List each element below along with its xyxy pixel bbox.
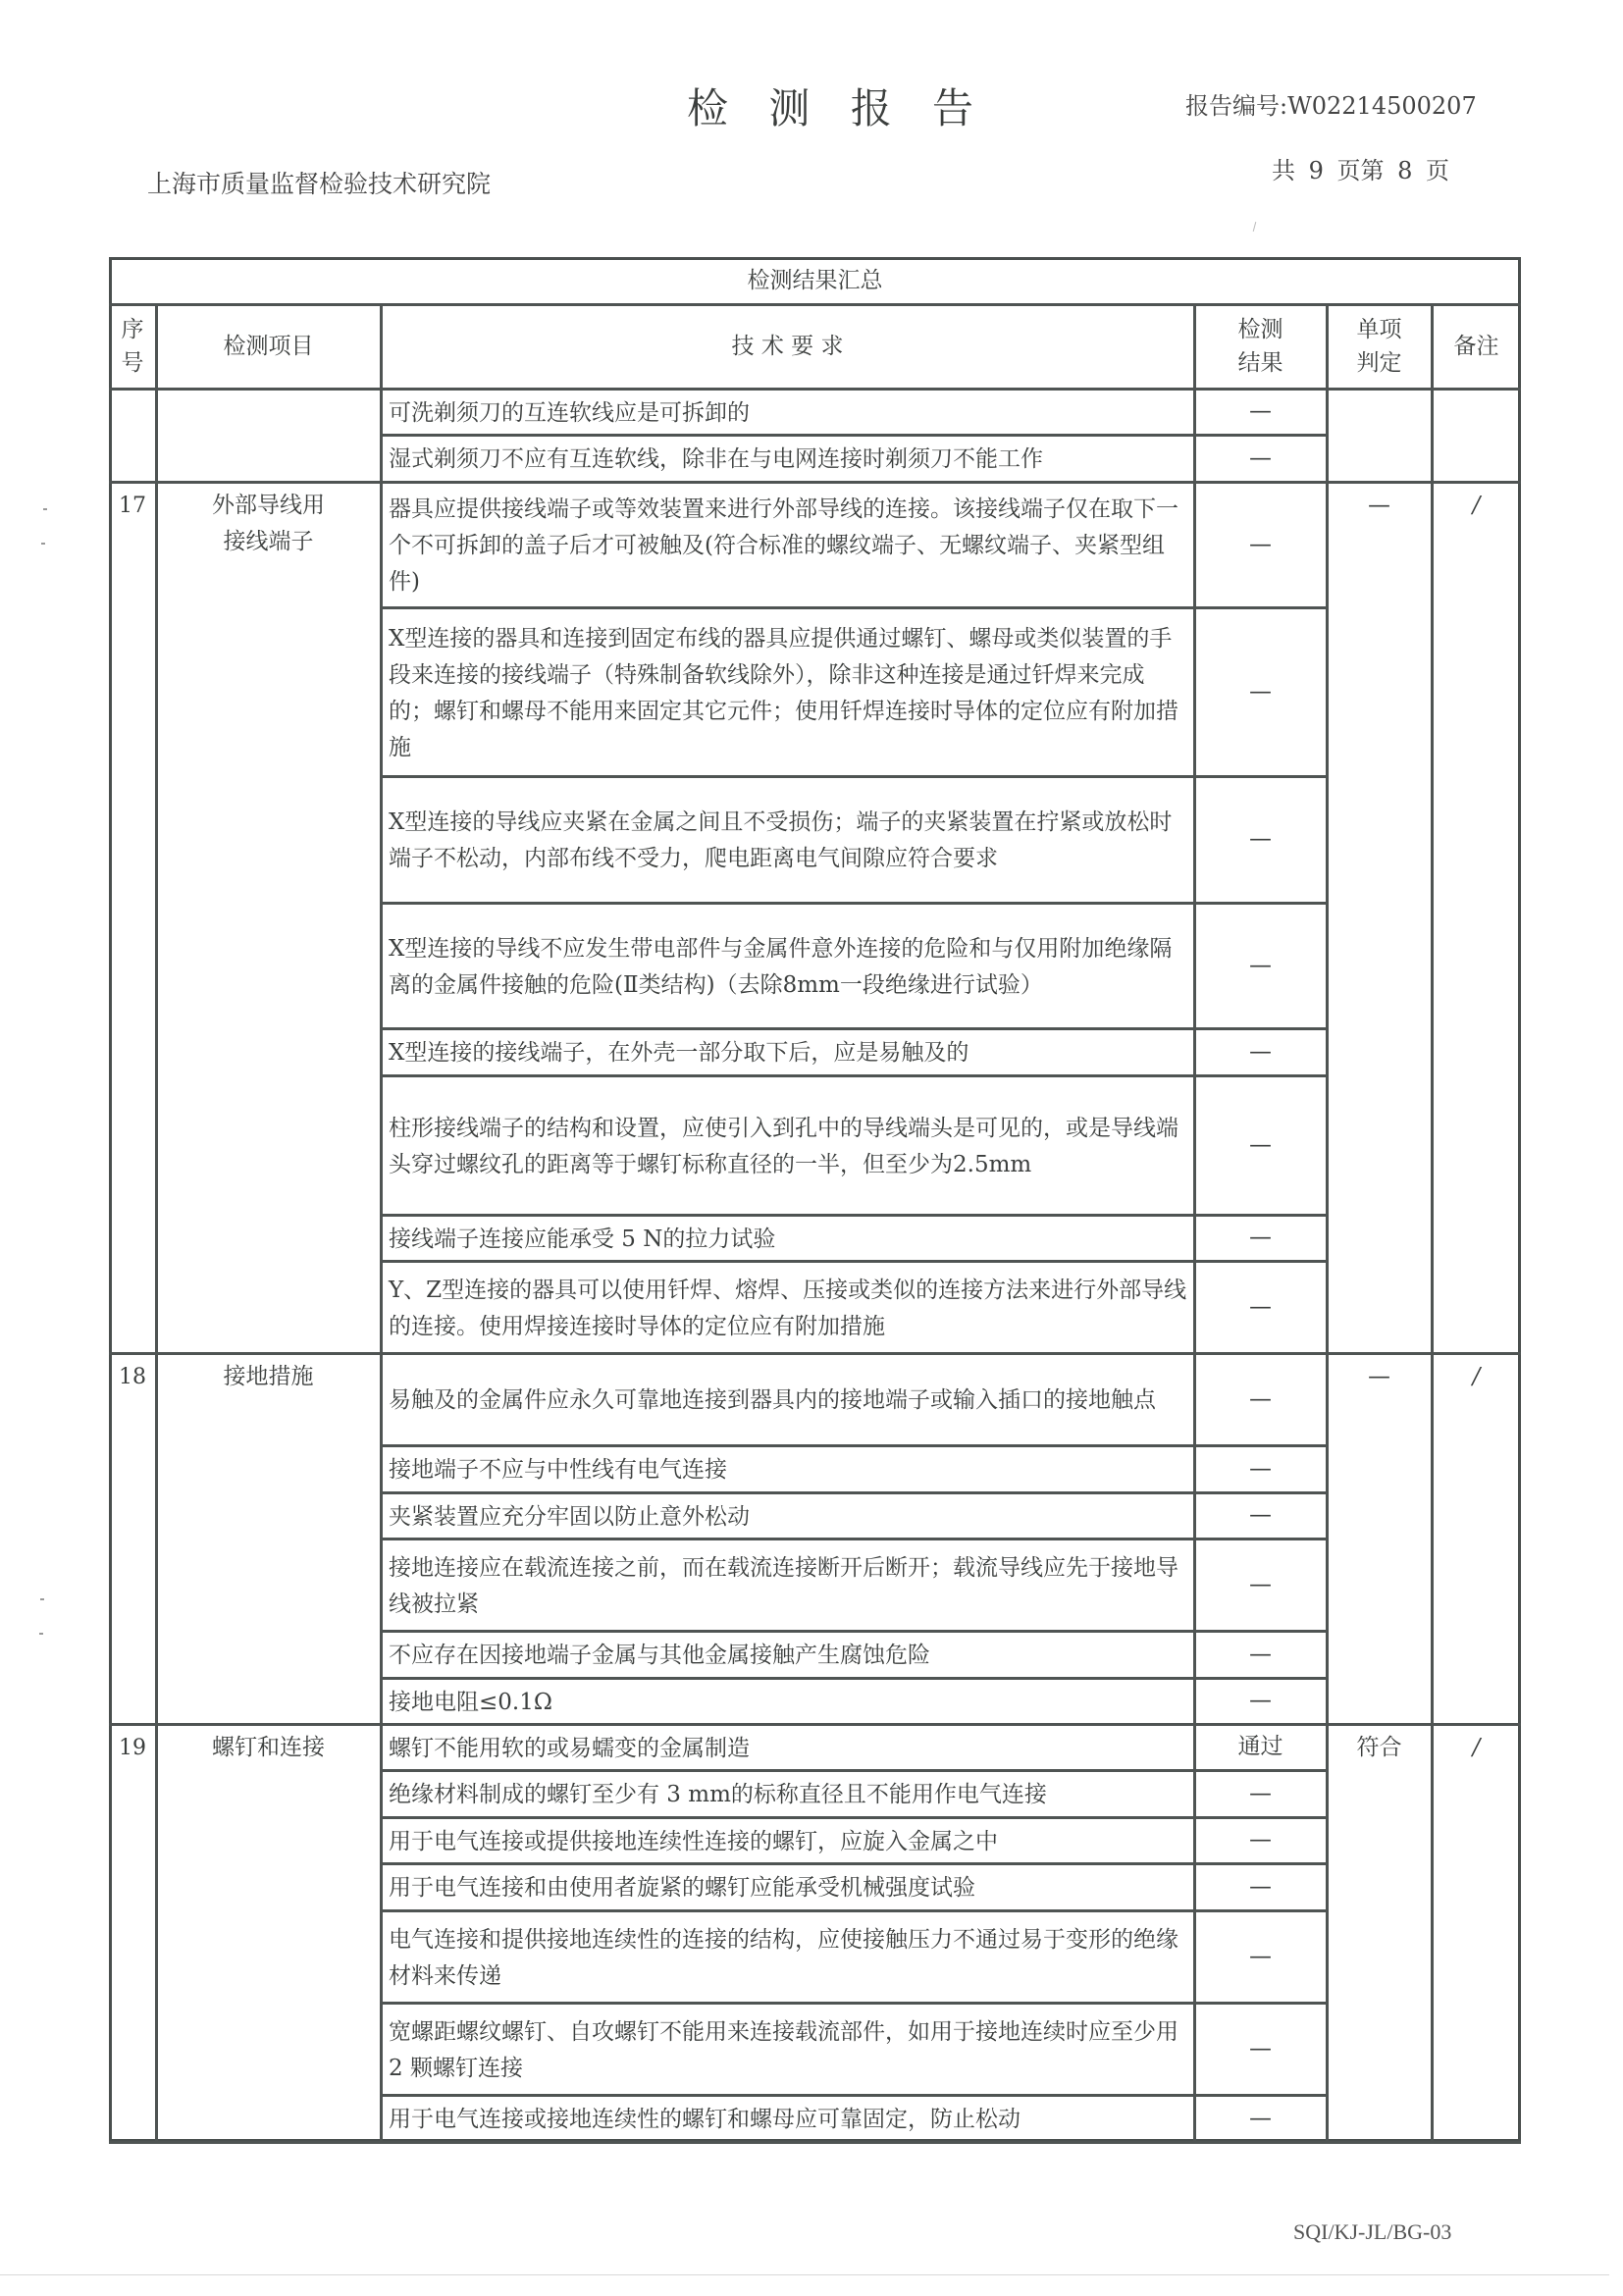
header-seq-text: 序 号: [121, 317, 144, 376]
result-cell-text: —: [1249, 952, 1272, 978]
result-cell: [1194, 1817, 1327, 1863]
result-cell-text: —: [1249, 531, 1272, 557]
result-cell-text: —: [1249, 1641, 1272, 1667]
result-cell: [1194, 607, 1327, 776]
scan-dot: [39, 1633, 43, 1635]
result-cell-text: —: [1249, 2105, 1272, 2131]
requirement-cell-text: 柱形接线端子的结构和设置，应使引入到孔中的导线端头是可见的，或是导线端头穿过螺纹孔的距离等于螺钉标称直径的一半，但至少为2.5mm: [389, 1115, 1178, 1177]
result-cell: [1194, 1075, 1327, 1215]
result-cell-text: —: [1249, 1038, 1272, 1065]
result-cell: [1194, 1028, 1327, 1075]
result-cell: [1194, 2003, 1327, 2095]
group-seq: [109, 1353, 156, 1724]
requirement-cell-text: 湿式剃须刀不应有互连软线，除非在与电网连接时剃须刀不能工作: [389, 446, 1043, 472]
requirement-cell: [381, 1445, 1194, 1492]
result-cell: [1194, 1910, 1327, 2003]
requirement-cell: [381, 903, 1194, 1028]
result-cell-text: —: [1249, 1571, 1272, 1597]
requirement-cell-text: 用于电气连接或接地连续性的螺钉和螺母应可靠固定，防止松动: [389, 2107, 1021, 2132]
table-caption: [109, 257, 1521, 304]
organization-name: 上海市质量监督检验技术研究院: [147, 170, 492, 198]
scan-dot: [43, 508, 47, 510]
group-remark: [1432, 1353, 1521, 1724]
requirement-cell: [381, 1770, 1194, 1817]
header-judgement-text: 单项 判定: [1356, 317, 1402, 376]
scan-dot: [40, 1598, 44, 1600]
requirement-cell: [381, 1724, 1194, 1770]
requirement-cell-text: 接地连接应在载流连接之前，而在载流连接断开后断开；载流导线应先于接地导线被拉紧: [389, 1554, 1178, 1617]
requirement-cell: [381, 1028, 1194, 1075]
requirement-cell: [381, 1539, 1194, 1631]
result-cell: [1194, 1261, 1327, 1353]
group-item: [156, 1724, 381, 2142]
result-cell-text: —: [1249, 444, 1272, 471]
scan-dot: [41, 543, 45, 545]
requirement-cell: [381, 1817, 1194, 1863]
requirement-cell: [381, 2095, 1194, 2142]
result-cell: [1194, 1770, 1327, 1817]
requirement-cell-text: X型连接的导线不应发生带电部件与金属件意外连接的危险和与仅用附加绝缘隔离的金属件接触的危险(Ⅱ类结构)（去除8mm一段绝缘进行试验）: [389, 935, 1173, 998]
group-seq-text: 17: [119, 494, 146, 518]
group-remark-text: /: [1472, 1364, 1481, 1389]
requirement-cell-text: 用于电气连接和由使用者旋紧的螺钉应能承受机械强度试验: [389, 1875, 975, 1901]
group-judgement-text: —: [1368, 493, 1390, 518]
header-requirement: [381, 304, 1194, 389]
requirement-cell-text: 接地电阻≤0.1Ω: [389, 1689, 552, 1715]
header-judgement: [1327, 304, 1432, 389]
requirement-cell-text: 用于电气连接或提供接地连续性连接的螺钉，应旋入金属之中: [389, 1828, 998, 1854]
result-cell-text: —: [1249, 1131, 1272, 1158]
requirement-cell-text: 不应存在因接地端子金属与其他金属接触产生腐蚀危险: [389, 1643, 930, 1668]
requirement-cell-text: 可洗剃须刀的互连软线应是可拆卸的: [389, 399, 750, 426]
requirement-cell: [381, 607, 1194, 776]
group-remark: [1432, 389, 1521, 482]
result-cell-text: —: [1249, 826, 1272, 852]
requirement-cell: [381, 1678, 1194, 1724]
header-item: [156, 304, 381, 389]
requirement-cell-text: 接线端子连接应能承受 5 N的拉力试验: [389, 1226, 776, 1252]
page-indicator: 共 9 页第 8 页: [1272, 157, 1450, 184]
table-caption-text: 检测结果汇总: [747, 267, 883, 293]
result-cell-text: —: [1249, 1455, 1272, 1482]
header-remark: [1432, 304, 1521, 389]
group-item-text: 外部导线用 接线端子: [212, 493, 325, 554]
result-cell: [1194, 435, 1327, 482]
result-cell: [1194, 482, 1327, 607]
requirement-cell-text: X型连接的接线端子，在外壳一部分取下后，应是易触及的: [389, 1040, 969, 1066]
requirement-cell: [381, 1631, 1194, 1678]
group-remark: [1432, 1724, 1521, 2142]
requirement-cell: [381, 435, 1194, 482]
group-seq: [109, 1724, 156, 2142]
group-judgement: [1327, 482, 1432, 1353]
result-cell: [1194, 1353, 1327, 1445]
group-judgement: [1327, 1353, 1432, 1724]
result-cell: [1194, 1539, 1327, 1631]
result-cell-text: —: [1249, 1688, 1272, 1713]
result-cell: [1194, 903, 1327, 1028]
requirement-cell: [381, 1075, 1194, 1215]
group-remark-text: /: [1472, 1735, 1481, 1760]
requirement-cell: [381, 1261, 1194, 1353]
group-judgement: [1327, 1724, 1432, 2142]
header-item-text: 检测项目: [223, 333, 314, 359]
group-judgement-text: —: [1368, 1364, 1390, 1389]
result-cell-text: 通过: [1237, 1734, 1283, 1759]
requirement-cell-text: X型连接的器具和连接到固定布线的器具应提供通过螺钉、螺母或类似装置的手段来连接的接线端子（特殊制备软线除外），除非这种连接是通过钎焊来完成的；螺钉和螺母不能用来固定其它元件；使用钎焊连接时导体的定位应有附加措施: [389, 625, 1178, 760]
result-cell-text: —: [1249, 1293, 1272, 1320]
group-seq-text: 19: [119, 1736, 146, 1760]
group-item-text: 螺钉和连接: [212, 1735, 325, 1760]
requirement-cell: [381, 1863, 1194, 1910]
header-seq: [109, 304, 156, 389]
result-cell: [1194, 2095, 1327, 2142]
result-cell-text: —: [1249, 1502, 1272, 1528]
result-cell: [1194, 1215, 1327, 1261]
group-seq-text: 18: [119, 1365, 146, 1389]
group-item: [156, 389, 381, 482]
header-result-text: 检测 结果: [1237, 317, 1283, 376]
requirement-cell: [381, 482, 1194, 607]
header-requirement-text: 技 术 要 求: [731, 333, 844, 359]
requirement-cell-text: 器具应提供接线端子或等效装置来进行外部导线的连接。该接线端子仅在取下一个不可拆卸的盖子后才可被触及(符合标准的螺纹端子、无螺纹端子、夹紧型组件): [389, 496, 1178, 595]
result-cell-text: —: [1249, 2035, 1272, 2061]
result-cell: [1194, 389, 1327, 435]
requirement-cell: [381, 389, 1194, 435]
requirement-cell-text: 易触及的金属件应永久可靠地连接到器具内的接地端子或输入插口的接地触点: [389, 1387, 1156, 1413]
requirement-cell: [381, 2003, 1194, 2095]
group-item: [156, 482, 381, 1353]
scan-mark: [1253, 222, 1257, 232]
result-cell-text: —: [1249, 678, 1272, 704]
group-seq: [109, 482, 156, 1353]
result-cell-text: —: [1249, 1385, 1272, 1412]
group-seq: [109, 389, 156, 482]
header-result: [1194, 304, 1327, 389]
result-cell-text: —: [1249, 1943, 1272, 1969]
requirement-cell-text: 绝缘材料制成的螺钉至少有 3 mm的标称直径且不能用作电气连接: [389, 1782, 1047, 1807]
requirement-cell: [381, 776, 1194, 903]
requirement-cell: [381, 1215, 1194, 1261]
report-number: 报告编号:W02214500207: [1185, 92, 1477, 120]
group-item-text: 接地措施: [223, 1364, 314, 1389]
requirement-cell-text: X型连接的导线应夹紧在金属之间且不受损伤；端子的夹紧装置在拧紧或放松时端子不松动，内部布线不受力，爬电距离电气间隙应符合要求: [389, 809, 1173, 871]
group-remark: [1432, 482, 1521, 1353]
group-item: [156, 1353, 381, 1724]
scan-edge-line: [0, 2274, 1609, 2275]
result-cell: [1194, 776, 1327, 903]
requirement-cell: [381, 1353, 1194, 1445]
requirement-cell-text: 夹紧装置应充分牢固以防止意外松动: [389, 1503, 750, 1530]
requirement-cell-text: Y、Z型连接的器具可以使用钎焊、熔焊、压接或类似的连接方法来进行外部导线的连接。使用焊接连接时导体的定位应有附加措施: [389, 1277, 1187, 1339]
requirement-cell-text: 宽螺距螺纹螺钉、自攻螺钉不能用来连接载流部件，如用于接地连续时应至少用 2 颗螺钉连接: [389, 2018, 1178, 2081]
result-cell: [1194, 1863, 1327, 1910]
result-cell-text: —: [1249, 1225, 1272, 1250]
result-cell: [1194, 1445, 1327, 1492]
group-judgement: [1327, 389, 1432, 482]
requirement-cell: [381, 1492, 1194, 1539]
requirement-cell-text: 电气连接和提供接地连续性的连接的结构，应使接触压力不通过易于变形的绝缘材料来传递: [389, 1926, 1178, 1989]
result-cell: [1194, 1678, 1327, 1724]
requirement-cell-text: 螺钉不能用软的或易蠕变的金属制造: [389, 1735, 750, 1761]
requirement-cell: [381, 1910, 1194, 2003]
result-cell-text: —: [1249, 398, 1272, 424]
result-cell-text: —: [1249, 1873, 1272, 1900]
table-rule-horizontal: [109, 2141, 1521, 2144]
form-code: SQI/KJ-JL/BG-03: [1293, 2219, 1452, 2244]
group-judgement-text: 符合: [1356, 1735, 1402, 1760]
result-cell: [1194, 1631, 1327, 1678]
group-remark-text: /: [1472, 493, 1481, 518]
result-cell: [1194, 1724, 1327, 1770]
header-remark-text: 备注: [1453, 333, 1499, 359]
result-cell: [1194, 1492, 1327, 1539]
result-cell-text: —: [1249, 1827, 1272, 1852]
requirement-cell-text: 接地端子不应与中性线有电气连接: [389, 1457, 727, 1483]
result-cell-text: —: [1249, 1780, 1272, 1806]
report-title: 检 测 报 告: [687, 84, 988, 132]
